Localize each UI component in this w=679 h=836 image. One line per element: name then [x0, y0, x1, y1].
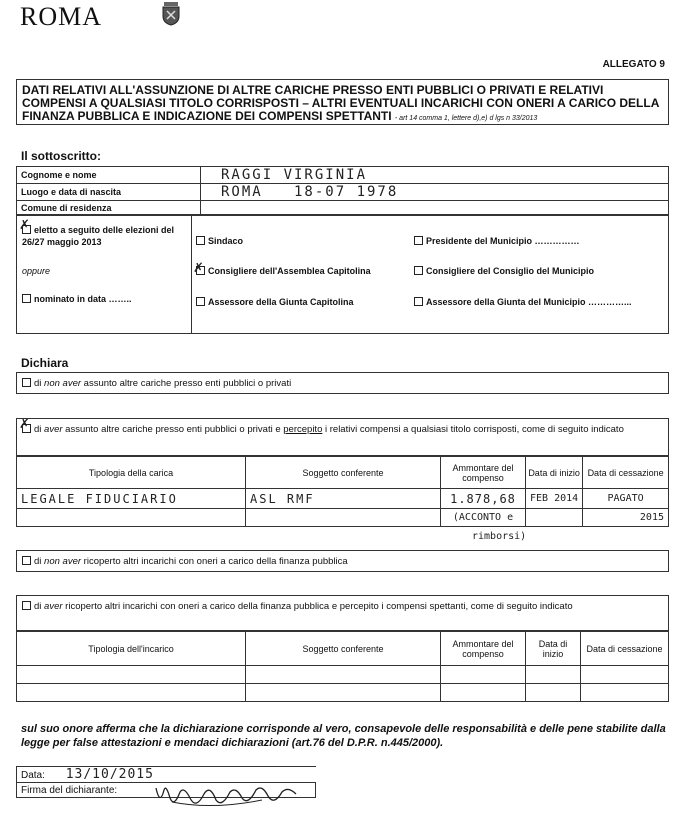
title-reference: - art 14 comma 1, lettere d),e) d lgs n 33/2013: [394, 115, 538, 122]
no-public-roles-option[interactable]: di non aver ricoperto altri incarichi con oneri a carico della finanza pubblica: [22, 556, 348, 567]
has-public-roles-box: [16, 595, 669, 631]
oppure-label: oppure: [22, 266, 51, 276]
presidente-municipio-option[interactable]: Presidente del Municipio ……………: [414, 236, 580, 246]
title-text: DATI RELATIVI ALL'ASSUNZIONE DI ALTRE CARICHE PRESSO ENTI PUBBLICI O PRIVATI E RELATIVI COMPENSI A QUALSIASI TITOLO CORRISPOSTI – ALTRI EVENTUALI INCARICHI CON ONERI A CARICO DELLA FINANZA PUBBLICA E INDICAZIONE DEI COMPENSI SPETTANTI: [22, 83, 659, 123]
name-label: Cognome e nome: [17, 167, 201, 184]
table-row: [17, 489, 669, 509]
positions-header-type: Tipologia della carica: [17, 457, 246, 489]
table-cell[interactable]: [581, 684, 669, 702]
declaration-heading: Dichiara: [21, 356, 69, 370]
assessore-giunta-checkbox[interactable]: [196, 297, 205, 306]
consigliere-municipio-option[interactable]: Consigliere del Consiglio del Municipio: [414, 266, 594, 276]
table-cell[interactable]: [526, 684, 581, 702]
assessore-municipio-checkbox[interactable]: [414, 297, 423, 306]
table-cell[interactable]: [246, 666, 441, 684]
table-cell[interactable]: ASL RMF: [246, 489, 441, 509]
positions-header-entity: Soggetto conferente: [246, 457, 441, 489]
table-cell[interactable]: [581, 666, 669, 684]
birth-label: Luogo e data di nascita: [17, 184, 201, 201]
table-cell[interactable]: [246, 684, 441, 702]
table-cell[interactable]: FEB 2014: [526, 489, 583, 509]
no-positions-checkbox[interactable]: [22, 378, 31, 387]
positions-header-end: Data di cessazione: [583, 457, 669, 489]
roles-header-end: Data di cessazione: [581, 632, 669, 666]
table-cell[interactable]: PAGATO: [583, 489, 669, 509]
has-positions-checkbox[interactable]: ✗: [19, 417, 30, 432]
presidente-municipio-checkbox[interactable]: [414, 236, 423, 245]
public-roles-table: [16, 631, 669, 702]
date-label: Data:: [21, 770, 45, 781]
no-positions-option[interactable]: di non aver assunto altre cariche presso enti pubblici o privati: [22, 378, 291, 389]
date-value: 13/10/2015: [65, 767, 154, 782]
has-public-roles-option[interactable]: di aver ricoperto altri incarichi con oneri a carico della finanza pubblica e percepito i compensi spettanti, come di seguito indicato: [22, 601, 662, 613]
document-title: [16, 79, 669, 125]
residence-label: Comune di residenza: [17, 201, 201, 216]
table-row: [17, 684, 669, 702]
signature-label: Firma del dichiarante:: [21, 784, 118, 796]
table-cell[interactable]: (ACCONTO e: [441, 509, 526, 527]
handwritten-signature: [152, 780, 302, 815]
has-positions-box: [16, 418, 669, 456]
has-positions-option[interactable]: ✗ di aver assunto altre cariche presso enti pubblici o privati e percepito i relativi compensi a qualsiasi titolo corrisposti, come di seguito indicato: [19, 417, 624, 435]
table-cell[interactable]: [441, 684, 526, 702]
has-public-roles-checkbox[interactable]: [22, 601, 31, 610]
no-public-roles-checkbox[interactable]: [22, 556, 31, 565]
table-cell[interactable]: 2015: [583, 509, 669, 527]
table-cell[interactable]: [526, 509, 583, 527]
table-cell[interactable]: [17, 509, 246, 527]
elected-checkbox[interactable]: ✗: [19, 218, 30, 233]
no-public-roles-box: [16, 550, 669, 572]
roles-header-start: Data di inizio: [526, 632, 581, 666]
consigliere-municipio-checkbox[interactable]: [414, 266, 423, 275]
assessore-municipio-option[interactable]: Assessore della Giunta del Municipio …………...: [414, 297, 632, 307]
positions-table: [16, 456, 669, 527]
city-name: ROMA: [20, 2, 103, 31]
sindaco-checkbox[interactable]: [196, 236, 205, 245]
rome-coat-of-arms-icon: [161, 2, 181, 26]
allegato-label: ALLEGATO 9: [602, 59, 665, 70]
table-cell[interactable]: [526, 666, 581, 684]
affirmation-text: sul suo onore afferma che la dichiarazione corrisponde al vero, consapevole delle responsabilità e delle pene stabilite dalla legge per false attestazioni e mendaci dichiarazioni (art.76 del D.P.R. n.445/2000).: [21, 723, 666, 749]
sindaco-option[interactable]: Sindaco: [196, 236, 243, 246]
roles-header-entity: Soggetto conferente: [246, 632, 441, 666]
signatory-table: [16, 166, 669, 216]
appointed-checkbox[interactable]: [22, 294, 31, 303]
table-cell[interactable]: 1.878,68: [441, 489, 526, 509]
table-cell: rimborsi): [472, 531, 527, 542]
consigliere-assemblea-checkbox[interactable]: ✗: [193, 261, 204, 276]
positions-header-start: Data di inizio: [526, 457, 583, 489]
consigliere-assemblea-option[interactable]: ✗ Consigliere dell'Assemblea Capitolina: [193, 261, 371, 276]
table-row: [17, 666, 669, 684]
table-cell[interactable]: [441, 666, 526, 684]
table-cell[interactable]: LEGALE FIDUCIARIO: [17, 489, 246, 509]
no-positions-box: [16, 372, 669, 394]
roles-header-type: Tipologia dell'incarico: [17, 632, 246, 666]
name-value[interactable]: RAGGI VIRGINIA: [201, 167, 669, 184]
elected-option[interactable]: ✗ eletto a seguito delle elezioni del 26/27 maggio 2013: [19, 218, 175, 247]
roles-header-amount: Ammontare del compenso: [441, 632, 526, 666]
appointed-option[interactable]: nominato in data ……..: [22, 294, 132, 304]
table-cell[interactable]: [246, 509, 441, 527]
positions-header-amount: Ammontare del compenso: [441, 457, 526, 489]
birth-value[interactable]: ROMA 18-07 1978: [201, 184, 669, 201]
table-row: [17, 509, 669, 527]
table-cell[interactable]: [17, 684, 246, 702]
table-cell[interactable]: [17, 666, 246, 684]
signatory-heading: Il sottoscritto:: [21, 149, 101, 163]
assessore-giunta-option[interactable]: Assessore della Giunta Capitolina: [196, 297, 354, 307]
